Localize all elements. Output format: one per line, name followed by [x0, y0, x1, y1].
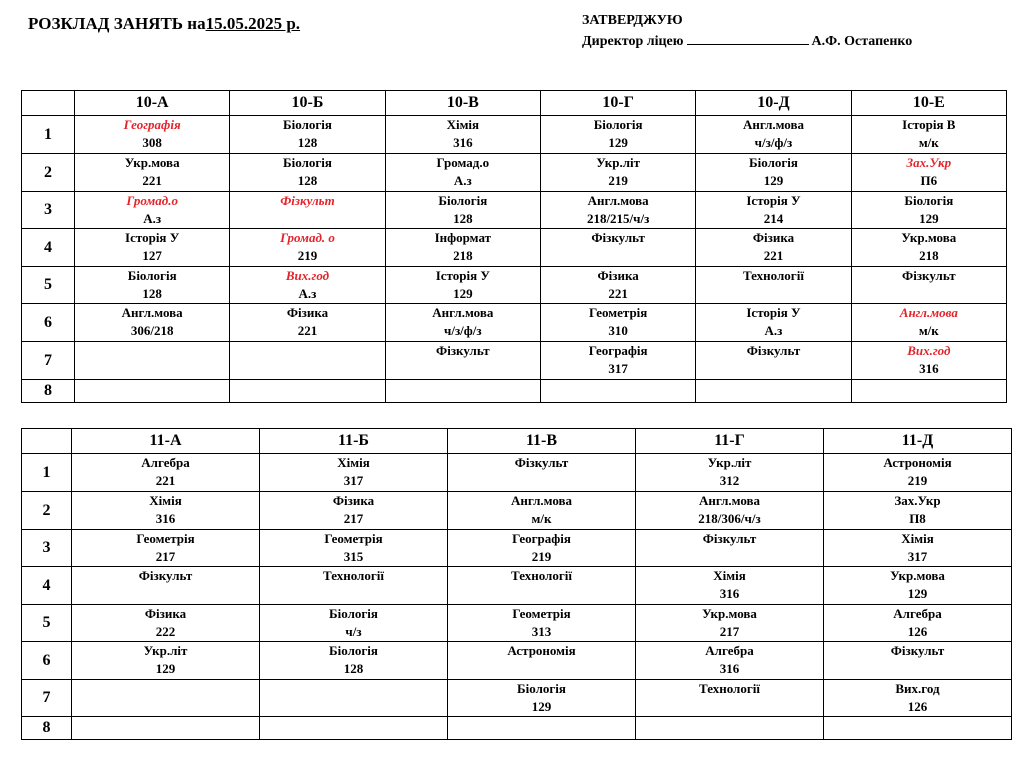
room-text: 217 [719, 624, 740, 639]
lesson-number: 3 [22, 530, 72, 567]
room-text: А.з [453, 173, 472, 188]
lesson-cell [385, 229, 540, 267]
subject-text: Геометрія [136, 531, 195, 546]
lesson-cell [636, 454, 824, 492]
lesson-cell [260, 642, 448, 680]
room-text: 129 [155, 661, 176, 676]
lesson-cell [230, 116, 385, 154]
lesson-cell [851, 229, 1006, 267]
subject-text: Астрономія [507, 643, 576, 658]
lesson-cell [385, 154, 540, 192]
lesson-cell [540, 342, 695, 380]
subject-text: Вих.год [895, 681, 940, 696]
lesson-cell [540, 267, 695, 304]
class-header: 11-Д [824, 429, 1012, 454]
lesson-row [22, 229, 1007, 267]
lesson-cell [851, 116, 1006, 154]
lesson-number: 7 [22, 680, 72, 717]
lesson-cell [260, 530, 448, 567]
subject-text: Хімія [446, 117, 480, 132]
lesson-cell [75, 380, 230, 403]
subject-text: Англ.мова [121, 305, 183, 320]
lesson-number: 2 [22, 492, 72, 530]
lesson-cell [824, 492, 1012, 530]
lesson-cell [72, 680, 260, 717]
subject-text: Біологія [127, 268, 177, 283]
subject-text: Фізкульт [702, 531, 757, 546]
room-text: 316 [453, 135, 473, 150]
lesson-number: 1 [22, 454, 72, 492]
lesson-row [22, 642, 1012, 680]
room-text: А.з [143, 211, 162, 226]
subject-text: Фізкульт [890, 643, 945, 658]
room-text: 129 [453, 286, 473, 301]
room-text: 316 [719, 586, 740, 601]
corner-cell [22, 91, 75, 116]
room-text: А.з [298, 286, 317, 301]
lesson-cell [385, 304, 540, 342]
subject-text: Англ.мова [510, 493, 573, 508]
subject-text: Алгебра [893, 606, 942, 621]
class-header: 11-Б [260, 429, 448, 454]
subject-text: Геометрія [588, 305, 648, 320]
lesson-cell [636, 717, 824, 740]
lesson-cell [448, 530, 636, 567]
room-text: 126 [907, 624, 928, 639]
lesson-row [22, 492, 1012, 530]
room-text: 128 [343, 661, 364, 676]
subject-text: Англ.мова [698, 493, 761, 508]
room-text: м/к [918, 323, 939, 338]
room-text: 129 [608, 135, 628, 150]
subject-text: Технології [743, 268, 804, 283]
page-title [28, 14, 300, 34]
lesson-cell [260, 454, 448, 492]
subject-text: Зах.Укр [894, 493, 941, 508]
room-text: 129 [907, 586, 928, 601]
subject-text: Географія [512, 531, 571, 546]
room-text: 308 [142, 135, 162, 150]
lesson-cell [636, 567, 824, 605]
lesson-cell [260, 492, 448, 530]
subject-text: Англ.мова [587, 193, 649, 208]
lesson-cell [72, 454, 260, 492]
room-text: 218/306/ч/з [698, 511, 761, 526]
lesson-cell [696, 154, 851, 192]
subject-text: Біологія [329, 643, 378, 658]
lesson-number: 7 [22, 342, 75, 380]
room-text: 218 [453, 248, 473, 263]
lesson-cell [72, 567, 260, 605]
lesson-cell [385, 192, 540, 229]
room-text: 129 [919, 211, 939, 226]
room-text: 217 [155, 549, 176, 564]
lesson-cell [75, 267, 230, 304]
subject-text: Фізика [286, 305, 329, 320]
lesson-row [22, 454, 1012, 492]
room-text: 317 [907, 549, 928, 564]
subject-text: Укр.мова [901, 230, 957, 245]
lesson-row [22, 567, 1012, 605]
lesson-cell [75, 116, 230, 154]
schedule-table-11 [21, 428, 1012, 740]
lesson-cell [448, 605, 636, 642]
room-text: ч/з/ф/з [754, 135, 793, 150]
subject-text: Фізика [597, 268, 639, 283]
approval-block [582, 10, 912, 52]
lesson-number: 2 [22, 154, 75, 192]
subject-text: Геометрія [512, 606, 571, 621]
lesson-cell [385, 342, 540, 380]
subject-text: Хімія [337, 455, 370, 470]
subject-text: Географія [123, 117, 181, 132]
corner-cell [22, 429, 72, 454]
lesson-cell [230, 192, 385, 229]
lesson-cell [448, 567, 636, 605]
lesson-cell [696, 192, 851, 229]
lesson-number: 8 [22, 380, 75, 403]
subject-text: Укр.мова [124, 155, 180, 170]
room-text: м/к [918, 135, 939, 150]
lesson-cell [75, 229, 230, 267]
lesson-cell [75, 192, 230, 229]
lesson-cell [72, 605, 260, 642]
subject-text: Фізкульт [514, 455, 569, 470]
class-header: 10-В [385, 91, 540, 116]
room-text: 310 [608, 323, 628, 338]
lesson-number: 8 [22, 717, 72, 740]
room-text: 128 [142, 286, 162, 301]
lesson-number: 1 [22, 116, 75, 154]
room-text: 317 [343, 473, 364, 488]
lesson-cell [448, 454, 636, 492]
room-text: 219 [907, 473, 928, 488]
subject-text: Історія В [902, 117, 956, 132]
lesson-cell [636, 680, 824, 717]
subject-text: Вих.год [285, 268, 330, 283]
lesson-cell [851, 267, 1006, 304]
class-header: 11-А [72, 429, 260, 454]
lesson-cell [851, 192, 1006, 229]
subject-text: Біологія [904, 193, 954, 208]
subject-text: Історія У [125, 230, 180, 245]
subject-text: Технології [323, 568, 384, 583]
lesson-cell [851, 154, 1006, 192]
title-text: РОЗКЛАД ЗАНЯТЬ на [28, 14, 206, 33]
lesson-number: 5 [22, 605, 72, 642]
class-header: 10-Б [230, 91, 385, 116]
lesson-cell [696, 304, 851, 342]
room-text: П6 [920, 173, 938, 188]
subject-text: Історія У [435, 268, 490, 283]
lesson-cell [448, 492, 636, 530]
lesson-cell [448, 642, 636, 680]
subject-text: Англ.мова [899, 305, 958, 320]
subject-text: Біологія [283, 155, 332, 170]
lesson-cell [385, 380, 540, 403]
class-header: 10-А [75, 91, 230, 116]
room-text: 221 [297, 323, 318, 338]
lesson-cell [824, 680, 1012, 717]
lesson-cell [540, 116, 695, 154]
lesson-cell [540, 154, 695, 192]
lesson-row [22, 154, 1007, 192]
subject-text: Укр.літ [143, 643, 188, 658]
lesson-row [22, 680, 1012, 717]
room-text: м/к [531, 511, 552, 526]
room-text: 128 [297, 135, 318, 150]
lesson-cell [385, 267, 540, 304]
title-date: 15.05.2025 р. [205, 14, 301, 33]
subject-text: Біологія [517, 681, 566, 696]
lesson-number: 4 [22, 567, 72, 605]
room-text: 316 [919, 361, 939, 376]
lesson-cell [260, 605, 448, 642]
room-text: 129 [763, 173, 784, 188]
room-text: 128 [297, 173, 318, 188]
subject-text: Фізика [332, 493, 375, 508]
class-header: 10-Г [540, 91, 695, 116]
room-text: 129 [531, 699, 552, 714]
subject-text: Історія У [746, 305, 801, 320]
room-text: 219 [608, 173, 628, 188]
class-header: 11-В [448, 429, 636, 454]
lesson-cell [696, 116, 851, 154]
subject-text: Біологія [283, 117, 332, 132]
lesson-cell [540, 380, 695, 403]
lesson-cell [448, 680, 636, 717]
subject-text: Укр.мова [890, 568, 945, 583]
subject-text: Фізкульт [902, 268, 956, 283]
room-text: 221 [155, 473, 176, 488]
class-header: 10-Е [851, 91, 1006, 116]
subject-text: Біологія [438, 193, 488, 208]
lesson-cell [260, 680, 448, 717]
room-text: 127 [142, 248, 162, 263]
room-text: 221 [608, 286, 628, 301]
schedule-table-10 [21, 90, 1007, 403]
lesson-row [22, 605, 1012, 642]
lesson-cell [636, 642, 824, 680]
room-text: ч/з [345, 624, 362, 639]
lesson-number: 4 [22, 229, 75, 267]
room-text: 126 [907, 699, 928, 714]
lesson-cell [230, 342, 385, 380]
lesson-cell [824, 605, 1012, 642]
subject-text: Біологія [329, 606, 378, 621]
subject-text: Технології [699, 681, 760, 696]
lesson-cell [540, 229, 695, 267]
room-text: 221 [763, 248, 784, 263]
lesson-cell [230, 380, 385, 403]
lesson-cell [260, 567, 448, 605]
lesson-cell [824, 454, 1012, 492]
lesson-cell [636, 492, 824, 530]
subject-text: Фізкульт [436, 343, 490, 358]
subject-text: Технології [511, 568, 572, 583]
class-header: 11-Г [636, 429, 824, 454]
subject-text: Астрономія [883, 455, 952, 470]
director-name: А.Ф. Остапенко [811, 34, 913, 49]
lesson-number: 5 [22, 267, 75, 304]
room-text: 128 [453, 211, 473, 226]
room-text: 214 [763, 211, 784, 226]
lesson-cell [851, 380, 1006, 403]
room-text: 306/218 [130, 323, 174, 338]
room-text: 222 [155, 624, 176, 639]
lesson-cell [448, 717, 636, 740]
lesson-cell [824, 567, 1012, 605]
lesson-cell [696, 342, 851, 380]
subject-text: Алгебра [705, 643, 754, 658]
subject-text: Зах.Укр [906, 155, 952, 170]
room-text: 219 [297, 248, 318, 263]
lesson-cell [230, 229, 385, 267]
lesson-cell [230, 154, 385, 192]
room-text: 217 [343, 511, 364, 526]
lesson-cell [230, 304, 385, 342]
class-header: 10-Д [696, 91, 851, 116]
lesson-cell [824, 642, 1012, 680]
subject-text: Фізкульт [138, 568, 193, 583]
lesson-row [22, 116, 1007, 154]
lesson-row [22, 342, 1007, 380]
subject-text: Вих.год [907, 343, 951, 358]
lesson-cell [75, 304, 230, 342]
room-text: 316 [155, 511, 176, 526]
lesson-cell [72, 492, 260, 530]
lesson-cell [696, 267, 851, 304]
director-line [582, 31, 912, 52]
lesson-cell [636, 530, 824, 567]
subject-text: Громад.о [436, 155, 490, 170]
subject-text: Інформат [434, 230, 492, 245]
subject-text: Фізика [144, 606, 187, 621]
subject-text: Геометрія [324, 531, 383, 546]
subject-text: Фізкульт [591, 230, 645, 245]
lesson-number: 6 [22, 642, 72, 680]
subject-text: Фізика [752, 230, 795, 245]
subject-text: Фізкульт [280, 193, 335, 208]
room-text: А.з [764, 323, 783, 338]
director-label: Директор ліцею [582, 34, 684, 49]
lesson-cell [851, 342, 1006, 380]
room-text: 218 [919, 248, 939, 263]
room-text: 219 [531, 549, 552, 564]
room-text: 221 [142, 173, 162, 188]
lesson-cell [72, 530, 260, 567]
lesson-cell [824, 717, 1012, 740]
subject-text: Біологія [749, 155, 798, 170]
lesson-cell [75, 154, 230, 192]
subject-text: Історія У [746, 193, 801, 208]
lesson-cell [636, 605, 824, 642]
lesson-cell [75, 342, 230, 380]
approve-label: ЗАТВЕРДЖУЮ [582, 13, 683, 28]
lesson-cell [851, 304, 1006, 342]
room-text: 312 [719, 473, 740, 488]
subject-text: Хімія [901, 531, 934, 546]
subject-text: Біологія [593, 117, 643, 132]
lesson-cell [824, 530, 1012, 567]
lesson-row [22, 304, 1007, 342]
lesson-cell [72, 642, 260, 680]
table-header-row [22, 91, 1007, 116]
room-text: 317 [608, 361, 628, 376]
lesson-cell [260, 717, 448, 740]
room-text: П8 [909, 511, 926, 526]
lesson-row [22, 717, 1012, 740]
subject-text: Англ.мова [742, 117, 804, 132]
lesson-cell [696, 229, 851, 267]
lesson-cell [385, 116, 540, 154]
room-text: 313 [531, 624, 552, 639]
lesson-row [22, 267, 1007, 304]
lesson-cell [696, 380, 851, 403]
lesson-cell [540, 304, 695, 342]
subject-text: Укр.мова [702, 606, 757, 621]
subject-text: Алгебра [141, 455, 190, 470]
lesson-cell [72, 717, 260, 740]
room-text: 315 [343, 549, 364, 564]
lesson-number: 6 [22, 304, 75, 342]
subject-text: Хімія [713, 568, 746, 583]
subject-text: Укр.літ [596, 155, 641, 170]
lesson-row [22, 530, 1012, 567]
room-text: 218/215/ч/з [586, 211, 650, 226]
subject-text: Географія [588, 343, 648, 358]
room-text: 316 [719, 661, 740, 676]
subject-text: Англ.мова [432, 305, 494, 320]
subject-text: Укр.літ [707, 455, 752, 470]
lesson-number: 3 [22, 192, 75, 229]
lesson-row [22, 380, 1007, 403]
lesson-cell [540, 192, 695, 229]
lesson-cell [230, 267, 385, 304]
subject-text: Громад. о [280, 230, 335, 245]
subject-text: Громад.о [126, 193, 178, 208]
signature-line [687, 32, 809, 45]
lesson-row [22, 192, 1007, 229]
subject-text: Хімія [149, 493, 182, 508]
subject-text: Фізкульт [746, 343, 801, 358]
room-text: ч/з/ф/з [444, 323, 482, 338]
table-header-row [22, 429, 1012, 454]
